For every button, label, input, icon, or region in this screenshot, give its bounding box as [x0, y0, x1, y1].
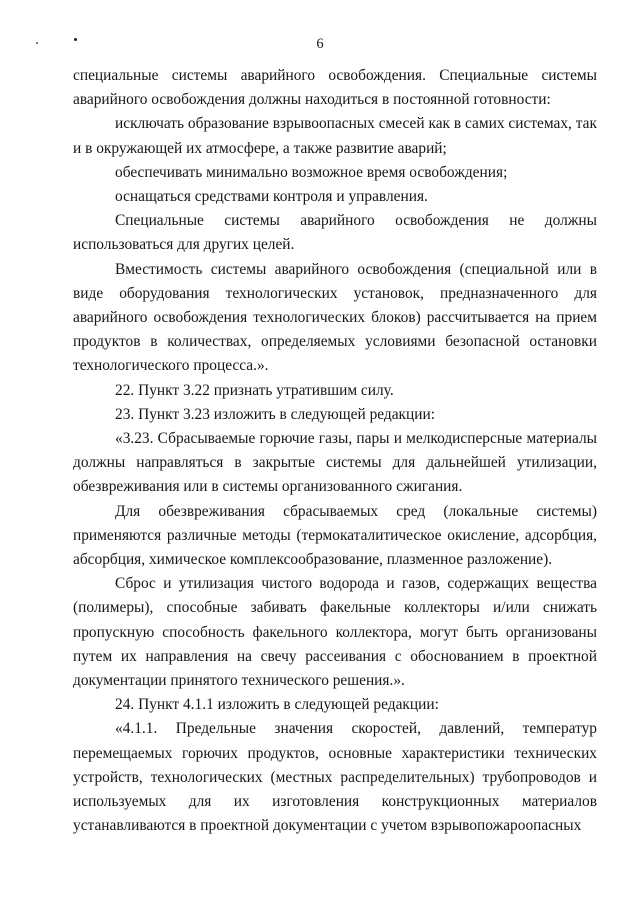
paragraph: Специальные системы аварийного освобождения не должны использоваться для других целей.	[73, 212, 597, 254]
paragraph: Для обезвреживания сбрасываемых сред (локальные системы) применяются различные методы (термокаталитическое окисление, адсорбция, абсорбция, химическое комплексообразование, плазменное разложение).	[73, 502, 597, 569]
paragraph: обеспечивать минимально возможное время освобождения;	[115, 163, 508, 181]
paragraph: «4.1.1. Предельные значения скоростей, давлений, температур перемещаемых горючих продуктов, основные характеристики технических устройств, технологических (местных распределительных) трубопроводов и используемых для их изготовления конструкционных материалов устанавливаются в проектной документации с учетом взрывопожароопасных	[73, 720, 597, 835]
paragraph: 22. Пункт 3.22 признать утратившим силу.	[115, 381, 394, 399]
paragraph: 23. Пункт 3.23 изложить в следующей редакции:	[115, 405, 436, 423]
paragraph: Сброс и утилизация чистого водорода и газов, содержащих вещества (полимеры), способные забивать факельные коллекторы и/или снижать пропускную способность факельного коллектора, могут быть организованы путем их направления на свечу рассеивания с обоснованием в проектной документации принятого технического решения.».	[73, 575, 597, 690]
paragraph: оснащаться средствами контроля и управления.	[115, 188, 428, 206]
page-number: 6	[316, 36, 324, 52]
paragraph: исключать образование взрывоопасных смесей как в самих системах, так и в окружающей их атмосфере, а также развитие аварий;	[73, 115, 597, 157]
paragraph: специальные системы аварийного освобождения. Специальные системы аварийного освобождения должны находиться в постоянной готовности:	[73, 67, 597, 109]
paragraph: «3.23. Сбрасываемые горючие газы, пары и мелкодисперсные материалы должны направляться в закрытые системы для дальнейшей утилизации, обезвреживания или в системы организованного сжигания.	[73, 430, 597, 496]
paragraph: Вместимость системы аварийного освобождения (специальной или в виде оборудования технологических установок, предназначенного для аварийного освобождения технологических блоков) рассчитывается на прием продуктов в количествах, определяемых условиями безопасной остановки технологического процесса.».	[73, 260, 597, 375]
document-body	[73, 64, 597, 839]
paragraph: 24. Пункт 4.1.1 изложить в следующей редакции:	[115, 696, 439, 714]
